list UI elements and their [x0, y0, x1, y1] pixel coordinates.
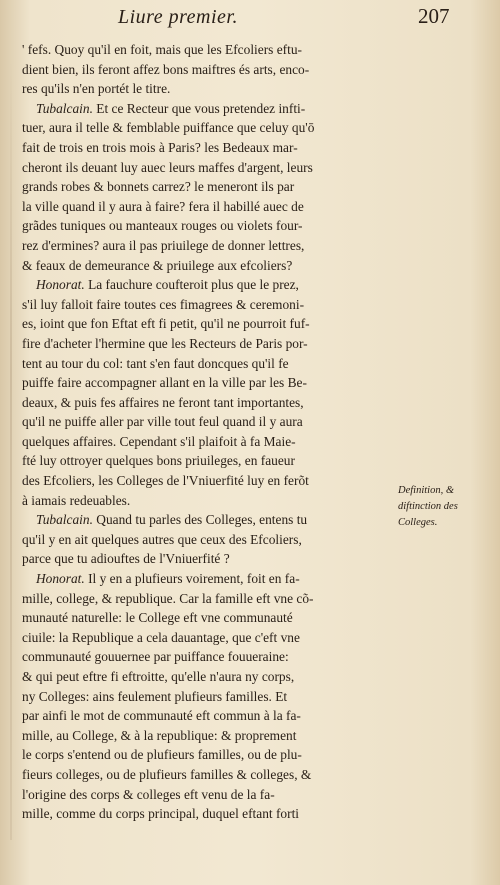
- text-line: [22, 118, 417, 138]
- speaker-name: Honorat.: [36, 277, 85, 293]
- line-text: parce que tu adiouftes de l'Vniuerfité ?: [22, 551, 230, 567]
- text-line: [22, 647, 417, 667]
- text-line: [22, 314, 417, 334]
- text-line: [22, 79, 417, 99]
- line-text: fait de trois en trois mois à Paris? les Bedeaux mar-: [22, 139, 298, 155]
- text-line: [22, 60, 417, 80]
- text-line: [22, 510, 417, 530]
- line-text: dient bien, ils feront affez bons maiftres és arts, enco-: [22, 61, 310, 77]
- text-line: [22, 569, 417, 589]
- line-text: La fauchure coufteroit plus que le prez,: [84, 277, 299, 293]
- line-text: grands robes & bonnets carrez? le meneront ils par: [22, 179, 295, 195]
- line-text: fieurs colleges, ou de plufieurs familles & colleges, &: [22, 766, 312, 782]
- line-text: Quand tu parles des Colleges, entens tu: [92, 512, 308, 528]
- line-text: & qui peut eftre fi eftroitte, qu'elle n'aura ny corps,: [22, 669, 295, 684]
- text-line: [22, 745, 417, 765]
- text-line: [22, 334, 417, 354]
- text-line: [22, 667, 417, 687]
- text-line: [22, 412, 417, 432]
- line-text: deaux, & puis fes affaires ne feront tant importantes,: [22, 394, 304, 410]
- page-header: [0, 2, 500, 32]
- line-text: fire d'acheter l'hermine que les Recteurs de Paris por-: [22, 335, 308, 351]
- line-text: s'il luy falloit faire toutes ces fimagrees & ceremoni-: [22, 296, 305, 312]
- text-line: [22, 765, 417, 785]
- text-line: [22, 471, 417, 491]
- text-line: [22, 491, 417, 511]
- text-line: [22, 530, 417, 550]
- text-line: [22, 236, 417, 256]
- line-text: fté luy ottroyer quelques bons priuileges, en faueur: [22, 453, 295, 469]
- margin-note: [398, 483, 498, 531]
- text-line: [22, 589, 417, 609]
- line-text: communauté gouuernee par puiffance fouueraine:: [22, 649, 289, 665]
- line-text: ciuile: la Republique a cela dauantage, que c'eft vne: [22, 629, 300, 645]
- line-text: qu'il y en ait quelques autres que ceux des Efcoliers,: [22, 531, 302, 547]
- margin-note-line: Colleges.: [398, 517, 438, 528]
- line-text: mille, comme du corps principal, duquel eftant forti: [22, 806, 300, 822]
- line-text: à iamais redeuables.: [22, 492, 131, 508]
- line-text: par ainfi le mot de communauté eft commun à la fa-: [22, 708, 301, 724]
- text-line: [22, 197, 417, 217]
- line-text: cheront ils deuant luy auec leurs maffes d'argent, leurs: [22, 159, 313, 175]
- page-number: 207: [418, 4, 450, 28]
- speaker-name: Tubalcain.: [36, 512, 93, 528]
- speaker-name: Tubalcain.: [36, 100, 93, 116]
- text-line: [22, 726, 417, 746]
- text-line: [22, 785, 417, 805]
- text-line: [22, 40, 417, 60]
- line-text: munauté naturelle: le College eft vne communauté: [22, 610, 293, 626]
- line-text: Et ce Recteur que vous pretendez infti-: [92, 100, 306, 116]
- line-text: mille, college, & republique. Car la famille eft vne cõ-: [22, 590, 314, 606]
- line-text: res qu'ils n'en portét le titre.: [22, 81, 171, 97]
- text-line: [22, 354, 417, 374]
- text-line: [22, 549, 417, 569]
- text-line: [22, 628, 417, 648]
- line-text: la ville quand il y aura à faire? fera il habillé auec de: [22, 198, 304, 214]
- text-line: [22, 373, 417, 393]
- line-text: grãdes tuniques ou manteaux rouges ou violets four-: [22, 218, 303, 234]
- text-line: [22, 451, 417, 471]
- text-line: [22, 177, 417, 197]
- line-text: Il y en a plufieurs voirement, foit en fa-: [84, 571, 300, 587]
- line-text: & feaux de demeurance & priuilege aux efcoliers?: [22, 257, 293, 273]
- text-line: [22, 432, 417, 452]
- line-text: le corps s'entend ou de plufieurs familles, ou de plu-: [22, 747, 302, 763]
- line-text: rez d'ermines? aura il pas priuilege de donner lettres,: [22, 237, 305, 253]
- text-line: [22, 275, 417, 295]
- text-line: [22, 158, 417, 178]
- text-line: [22, 138, 417, 158]
- line-text: mille, au College, & à la republique: & proprement: [22, 727, 297, 743]
- line-text: tent au tour du col: tant s'en faut doncques qu'il fe: [22, 355, 289, 371]
- line-text: puiffe faire accompagner allant en la ville par les Be-: [22, 375, 307, 391]
- speaker-name: Honorat.: [36, 571, 85, 587]
- running-title: Liure premier.: [118, 6, 238, 28]
- body-text: [22, 40, 417, 824]
- margin-note-line: diftinction des: [398, 501, 458, 512]
- text-line: [22, 216, 417, 236]
- line-text: des Efcoliers, les Colleges de l'Vniuerfité luy en ferõt: [22, 473, 309, 489]
- line-text: es, ioint que fon Eftat eft fi petit, qu'il ne pourroit fuf-: [22, 316, 310, 332]
- text-line: [22, 804, 417, 824]
- text-line: [22, 99, 417, 119]
- text-line: [22, 295, 417, 315]
- text-line: [22, 687, 417, 707]
- line-text: ny Colleges: ains feulement plufieurs familles. Et: [22, 688, 288, 704]
- line-text: qu'il ne puiffe aller par ville tout feul quand il y aura: [22, 414, 303, 430]
- text-line: [22, 256, 417, 276]
- line-text: l'origine des corps & colleges eft venu de la fa-: [22, 786, 275, 802]
- line-text: ' fefs. Quoy qu'il en foit, mais que les Efcoliers eftu-: [22, 42, 303, 57]
- margin-note-line: Definition, &: [398, 485, 454, 496]
- text-line: [22, 608, 417, 628]
- line-text: tuer, aura il telle & femblable puiffance que celuy qu'ō: [22, 120, 315, 136]
- text-line: [22, 706, 417, 726]
- line-text: quelques affaires. Cependant s'il plaifoit à fa Maie-: [22, 433, 296, 449]
- page-crease: [10, 60, 12, 840]
- text-line: [22, 393, 417, 413]
